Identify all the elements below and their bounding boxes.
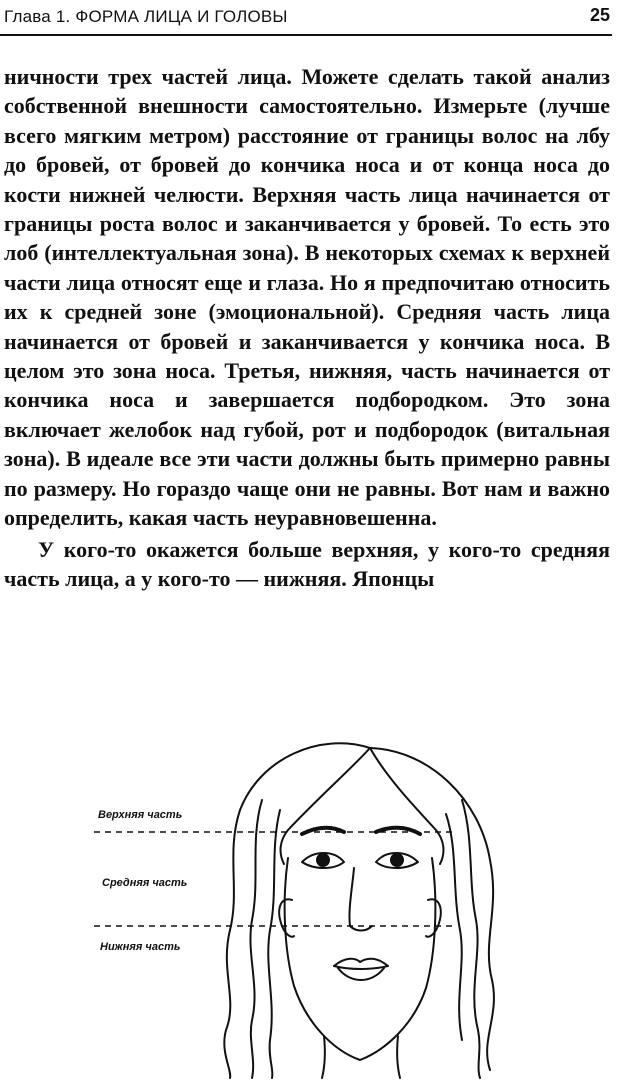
paragraph-1: ничности трех частей лица. Можете сделать такой анализ собственной внешности самостоятельно. Измерьте (лучше всего мягким метром) расстояние от границы волос на лбу до бровей, от бровей до кончика носа и от конца носа до кости нижней челюсти. Верхняя часть лица начинается от границы роста волос и заканчивается у бровей. То есть это лоб (интеллектуальная зона). В некоторых схемах к верхней части лица относят еще и глаза. Но я предпочитаю относить их к средней зоне (эмоциональной). Средняя часть лица начинается от бровей и заканчивается у кончика носа. В целом это зона носа. Третья, нижняя, часть начинается от кончика носа и завершается подбородком. Это зона включает желобок над губой, рот и подбородок (витальная зона). В идеале все эти части должны быть примерно равны по размеру. Но гораздо чаще они не равны. Вот нам и важно определить, какая часть неуравновешенна. bbox=[4, 64, 610, 531]
body-text bbox=[4, 62, 610, 593]
label-middle: Средняя часть bbox=[102, 877, 188, 889]
header-rule bbox=[0, 34, 612, 36]
paragraph-2: У кого-то окажется больше верхняя, у кого-то средняя часть лица, а у кого-то — нижняя. Японцы bbox=[4, 536, 610, 591]
face-outline bbox=[285, 858, 436, 1060]
face-illustration bbox=[80, 740, 540, 1080]
hair-outline bbox=[224, 743, 370, 1078]
face-drawing bbox=[80, 740, 540, 1080]
page-number: 25 bbox=[589, 5, 610, 25]
label-lower: Нижняя часть bbox=[100, 941, 181, 953]
page-header bbox=[0, 0, 620, 40]
running-title: Глава 1. ФОРМА ЛИЦА И ГОЛОВЫ bbox=[4, 7, 288, 26]
label-upper: Верхняя часть bbox=[98, 809, 183, 821]
